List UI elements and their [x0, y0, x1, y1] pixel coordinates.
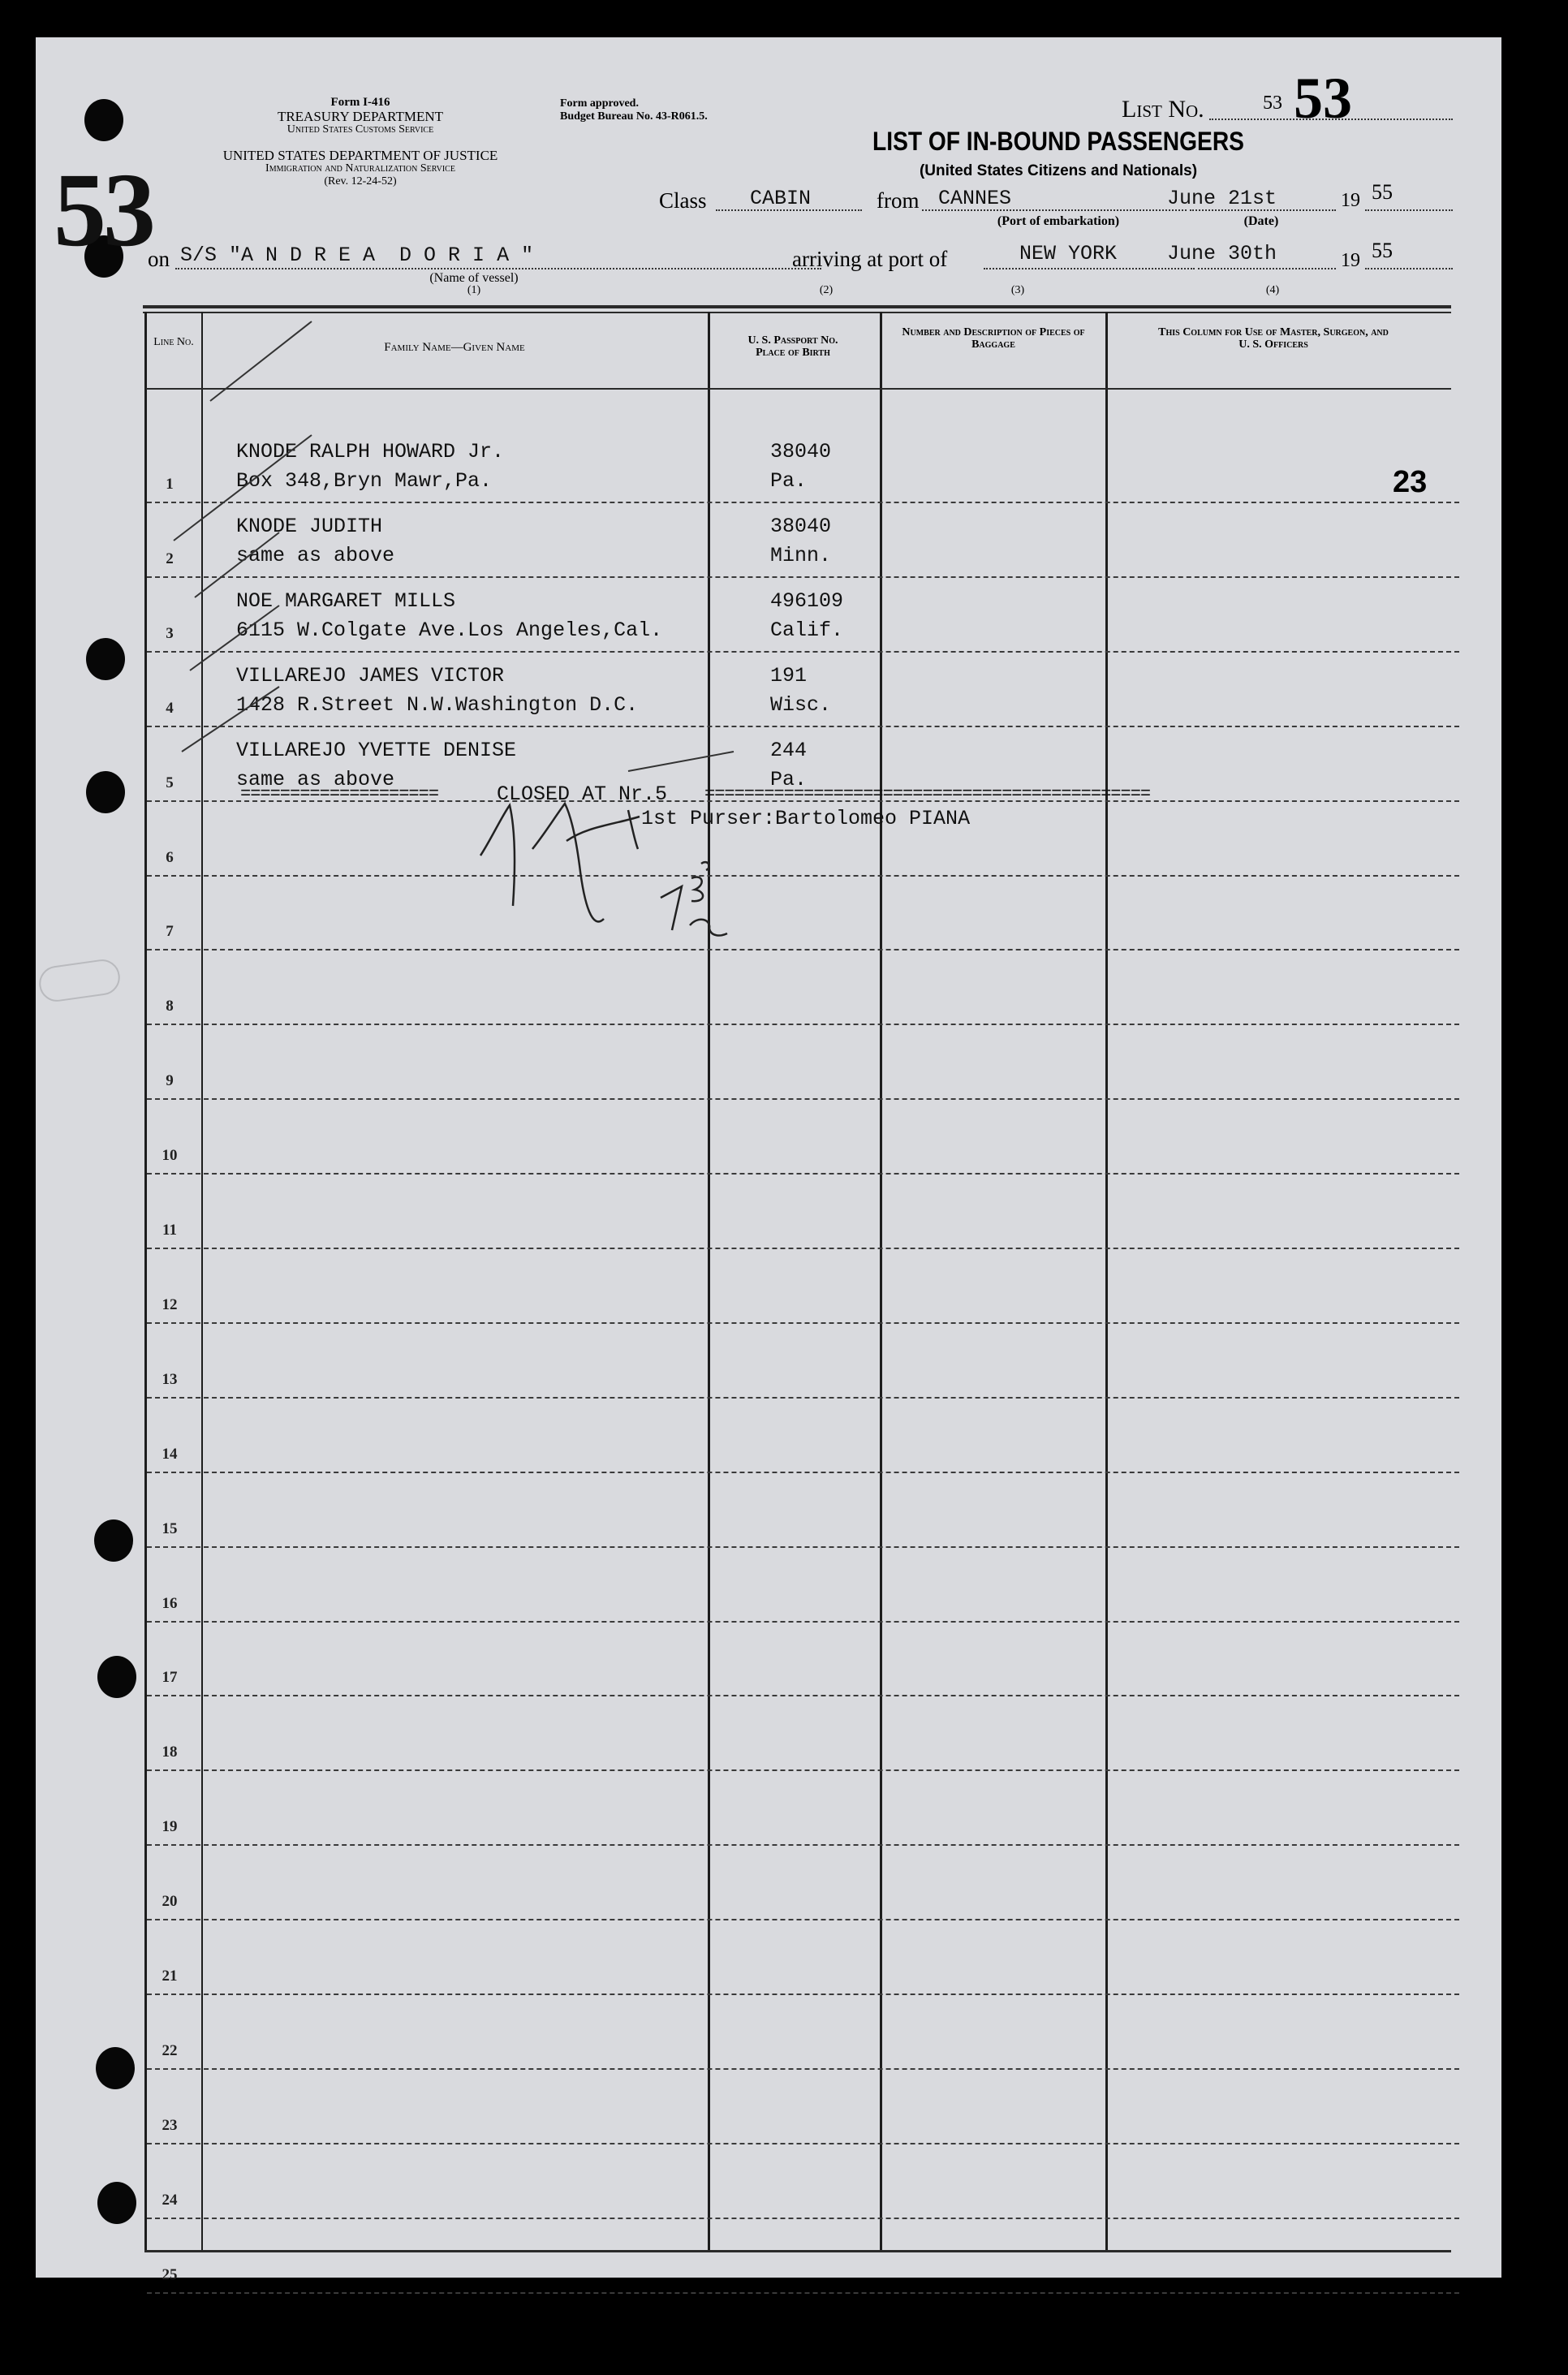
caption-2: (2) [819, 284, 834, 296]
table-row [147, 1771, 1459, 1846]
budget-bureau-number: Budget Bureau No. 43-R061.5. [560, 110, 708, 123]
line-number: 22 [162, 2041, 178, 2059]
time-annotation [661, 862, 727, 935]
line-number: 3 [166, 624, 174, 642]
passenger-address: same as above [236, 543, 395, 567]
page-subtitle: (United States Citizens and Nationals) [919, 162, 1198, 179]
line-number: 14 [162, 1445, 178, 1463]
check-mark-line [182, 687, 279, 752]
vessel-caption: (Name of vessel) [429, 271, 519, 285]
table-row [147, 1548, 1459, 1623]
line-number: 7 [166, 923, 174, 941]
line-number: 1 [166, 476, 174, 493]
table-row [147, 1920, 1459, 1995]
table-row [147, 1025, 1459, 1100]
column-header-line-no: Line No. [153, 336, 194, 348]
caption-1: (1) [467, 284, 481, 296]
line-number: 21 [162, 1968, 178, 1985]
list-number-small: 53 [1263, 93, 1282, 114]
line-number: 18 [162, 1744, 178, 1761]
handwritten-annotations [36, 37, 1501, 1011]
table-row [147, 1249, 1459, 1324]
punch-hole [97, 2182, 136, 2224]
line-number: 2 [166, 550, 174, 567]
arrival-year: 55 [1372, 239, 1393, 262]
caption-4: (4) [1265, 284, 1280, 296]
line-number: 17 [162, 1669, 178, 1687]
table-row [147, 1622, 1459, 1696]
line-number: 25 [162, 2265, 178, 2283]
date-caption: (Date) [1243, 214, 1279, 228]
embarkation-date: June 21st [1167, 187, 1277, 210]
arrival-port: NEW YORK [1019, 242, 1118, 265]
line-number: 23 [162, 2116, 178, 2134]
table-row [147, 1473, 1459, 1548]
class-value: CABIN [750, 187, 812, 210]
passenger-address: same as above [236, 767, 395, 791]
place-of-birth: Wisc. [770, 692, 832, 717]
arrival-date: June 30th [1167, 242, 1277, 265]
table-row [147, 1100, 1459, 1175]
closing-dashes-left: ==================== [240, 784, 439, 804]
closing-dashes-right: ============================================= [704, 784, 1151, 804]
passport-number: 496109 [770, 588, 844, 613]
form-approved: Form approved. [560, 97, 639, 110]
immigration-service: Immigration and Naturalization Service [265, 162, 455, 175]
customs-service: United States Customs Service [286, 123, 434, 136]
document-sheet [36, 37, 1501, 2283]
table-row [147, 1995, 1459, 2070]
closed-at-note: CLOSED AT Nr.5 [497, 782, 668, 806]
passport-number: 244 [770, 738, 808, 762]
check-mark-line [195, 532, 279, 597]
line-number: 24 [162, 2191, 178, 2209]
embark-year: 55 [1372, 180, 1393, 204]
column-header-name: Family Name—Given Name [384, 341, 525, 354]
passenger-name: VILLAREJO JAMES VICTOR [236, 663, 505, 688]
passenger-address: Box 348,Bryn Mawr,Pa. [236, 469, 493, 493]
embark-year-prefix: 19 [1341, 190, 1360, 211]
passport-number: 38040 [770, 514, 832, 538]
table-row [147, 1175, 1459, 1249]
table-row [147, 2219, 1459, 2294]
line-number: 11 [162, 1222, 177, 1239]
on-label: on [148, 247, 170, 271]
port-embarkation-caption: (Port of embarkation) [997, 214, 1120, 228]
place-of-birth: Calif. [770, 618, 844, 642]
passenger-name: NOE MARGARET MILLS [236, 588, 456, 613]
officer-use-value: 23 [1393, 465, 1428, 499]
line-number: 10 [162, 1147, 178, 1165]
line-number: 5 [166, 774, 174, 791]
check-mark-line [210, 321, 312, 401]
stamped-list-number: 53 [54, 152, 153, 269]
page-title: LIST OF IN-BOUND PASSENGERS [872, 127, 1244, 156]
line-number: 20 [162, 1893, 178, 1911]
arrival-year-prefix: 19 [1341, 250, 1360, 271]
from-label: from [877, 188, 920, 213]
line-number: 13 [162, 1370, 178, 1388]
table-row [147, 1846, 1459, 1920]
place-of-birth: Minn. [770, 543, 832, 567]
passenger-name: KNODE JUDITH [236, 514, 383, 538]
row-rule [147, 2292, 1459, 2294]
passport-number: 38040 [770, 440, 832, 463]
vessel-name: S/S "A N D R E A D O R I A " [180, 244, 534, 267]
line-number: 16 [162, 1594, 178, 1612]
line-number: 15 [162, 1519, 178, 1537]
place-of-birth: Pa. [770, 767, 808, 791]
table-row [147, 2144, 1459, 2219]
arriving-label: arriving at port of [792, 247, 948, 271]
table-row [147, 2070, 1459, 2144]
table-row [147, 1696, 1459, 1771]
port-of-embarkation: CANNES [938, 187, 1012, 210]
punch-hole [96, 2047, 135, 2089]
line-number: 8 [166, 998, 174, 1015]
table-row [147, 1324, 1459, 1399]
revision-date: (Rev. 12-24-52) [324, 175, 397, 188]
class-label: Class [659, 188, 707, 213]
treasury-department: TREASURY DEPARTMENT [277, 109, 444, 124]
line-number: 12 [162, 1295, 178, 1313]
caption-3: (3) [1010, 284, 1025, 296]
list-number-label: List No. [1122, 96, 1204, 123]
table-row [147, 1399, 1459, 1473]
passenger-name: VILLAREJO YVETTE DENISE [236, 738, 517, 762]
punch-hole [97, 1656, 136, 1698]
passenger-address: 1428 R.Street N.W.Washington D.C. [236, 692, 639, 717]
check-mark-line [174, 435, 312, 541]
purser-signature-line: 1st Purser:Bartolomeo PIANA [641, 807, 971, 830]
department-of-justice: UNITED STATES DEPARTMENT OF JUSTICE [222, 148, 498, 163]
column-header-baggage: Number and Description of Pieces of Baggage [902, 326, 1085, 351]
passenger-address: 6115 W.Colgate Ave.Los Angeles,Cal. [236, 618, 663, 642]
line-number: 19 [162, 1818, 178, 1836]
punch-hole [94, 1519, 133, 1562]
form-number: Form I-416 [330, 96, 390, 109]
line-number: 4 [166, 699, 174, 717]
passport-number: 191 [770, 663, 808, 688]
handwritten-time-note [36, 37, 37, 38]
check-mark-line [628, 752, 734, 771]
place-of-birth: Pa. [770, 469, 808, 493]
check-mark-line [190, 606, 279, 670]
list-number-large: 53 [1294, 66, 1352, 131]
signature-scribble [480, 804, 640, 921]
passenger-name: KNODE RALPH HOWARD Jr. [236, 440, 505, 463]
column-header-officers: This Column for Use of Master, Surgeon, and U. S. Officers [1158, 326, 1389, 351]
line-number: 6 [166, 848, 174, 866]
line-number: 9 [166, 1072, 174, 1090]
column-header-passport: U. S. Passport No. Place of Birth [747, 334, 838, 359]
